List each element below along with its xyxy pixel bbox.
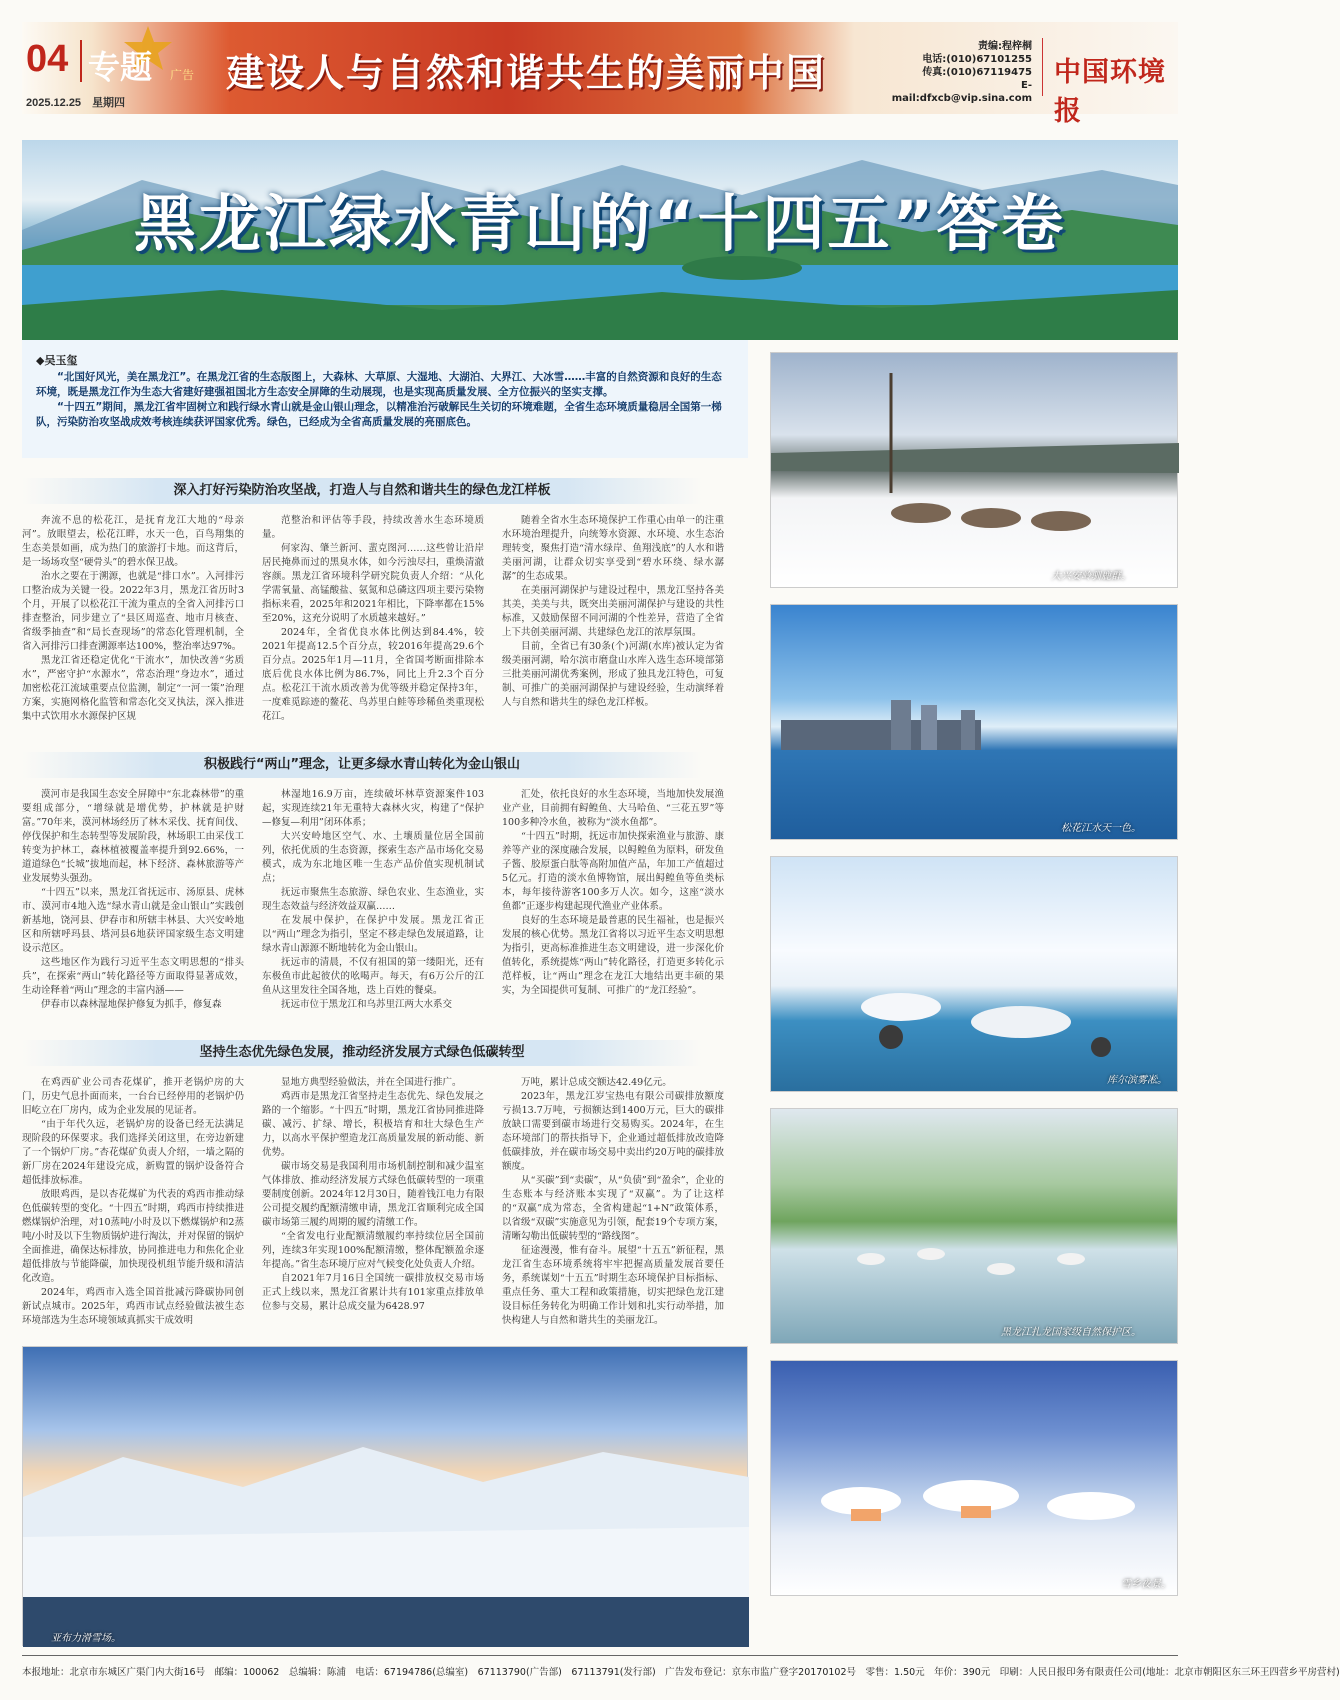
lead-paragraph: “北国好风光，美在黑龙江”。在黑龙江省的生态版图上，大森林、大草原、大湿地、大湖泊、大界江、大冰雪……丰富的自然资源和良好的生态环境，既是黑龙江作为生态大省建好建强祖国北方生态安全屏障的生动展现，也是实现高质量发展、全方位振兴的坚实支撑。 [36, 371, 722, 398]
editor-fax: 传真:(010)67119475 [922, 67, 1032, 78]
paragraph: 漠河市是我国生态安全屏障中“东北森林带”的重要组成部分，“增绿就是增优势，护林就是护财富。”70年来，漠河林场经历了林木采伐、抚育间伐、停伐保护和生态转型等发展阶段，林场职工由采伐工转变为护林工，森林植被覆盖率提升到92.66%，一道道绿色“长城”拔地而起，林下经济、森林旅游等产业发展势头强劲。 [22, 789, 244, 884]
paragraph: 显地方典型经验做法，并在全国进行推广。 [281, 1077, 462, 1088]
paragraph: “由于年代久远，老锅炉房的设备已经无法满足现阶段的环保要求。我们选择关闭这里，在旁边新建了一个锅炉厂房。”杏花煤矿负责人介绍，一墙之隔的新厂房在2024年建设完成，新购置的锅炉设备符合超低排放标准。 [22, 1119, 244, 1186]
article-column [22, 1076, 244, 1334]
paragraph: “十四五”以来，黑龙江省抚远市、汤原县、虎林市、漠河市4地入选“绿水青山就是金山银山”实践创新基地，饶河县、伊春市和所辖丰林县、大兴安岭地区和所辖呼玛县、塔河县6地获评国家级生态文明建设示范区。 [22, 887, 244, 954]
section-heading: 深入打好污染防治攻坚战，打造人与自然和谐共生的绿色龙江样板 [22, 478, 702, 504]
paragraph: 奔流不息的松花江，是抚育龙江大地的“母亲河”。放眼望去，松花江畔，水天一色，百鸟翔集的生态美景如画，成为热门的旅游打卡地。而这背后，是一场场攻坚“硬骨头”的碧水保卫战。 [22, 515, 244, 568]
editor-email: E-mail:dfxcb@vip.sina.com [891, 80, 1032, 104]
page-headline: 建设人与自然和谐共生的美丽中国 [226, 51, 827, 95]
editor-phone: 电话:(010)67101255 [922, 54, 1032, 65]
reindeer-illustration [771, 353, 1179, 589]
paragraph: 何家沟、肇兰新河、蜚克图河……这些曾让沿岸居民掩鼻而过的黑臭水体，如今污浊尽扫，重焕清澈容颜。黑龙江省环境科学研究院负责人介绍：“从化学需氧量、高锰酸盐、氨氮和总磷这四项主要污染物指标来看，2025年和2021年相比，下降率都在15%至20%，这充分说明了水质越来越好。” [262, 543, 484, 624]
photo-snow-village [770, 1360, 1178, 1596]
editor-contact [882, 40, 1032, 105]
paragraph: 自2021年7月16日全国统一碳排放权交易市场正式上线以来，黑龙江省累计共有101家重点排放单位参与交易，累计总成交量为6428.97 [262, 1273, 484, 1312]
paragraph: 在发展中保护，在保护中发展。黑龙江省正以“两山”理念为指引，坚定不移走绿色发展道路，让绿水青山源源不断地转化为金山银山。 [262, 915, 484, 954]
paragraph: “全省发电行业配额清缴履约率持续位居全国前列，连续3年实现100%配额清缴，整体配额盈余逐年提高。”省生态环境厅应对气候变化处负责人介绍。 [262, 1231, 484, 1270]
paragraph: 从“买碳”到“卖碳”，从“负债”到“盈余”，企业的生态账本与经济账本实现了“双赢”。为了让这样的“双赢”成为常态，全省构建起“1+N”政策体系，以省级“双碳”实施意见为引领，配套19个专项方案，清晰勾勒出低碳转型的“路线图”。 [502, 1175, 724, 1242]
paragraph: 这些地区作为践行习近平生态文明思想的“排头兵”，在探索“两山”转化路径等方面取得显著成效，生动诠释着“两山”理念的丰富内涵—— [22, 957, 244, 996]
article-column [262, 788, 484, 1024]
photo-caption: 黑龙江扎龙国家级自然保护区。 [1001, 1327, 1141, 1338]
photo-caption: 大兴安岭驯鹿群。 [1051, 571, 1131, 582]
imprint-footer: 本报地址：北京市东城区广渠门内大街16号 邮编：100062 总编辑：陈浦 电话：67194786(总编室) 67113790(广告部) 67113791(发行部) 广告发布登记：京东市监广登字20170102号 零售：1.50元 年价：390元 印刷：人民日报印务有限责任公司(地址：北京市朝阳区东三环王四营乡平房营村) [22, 1655, 1178, 1678]
paragraph: 万吨，累计总成交额达42.49亿元。 [521, 1077, 672, 1088]
paragraph: 2024年，鸡西市入选全国首批减污降碳协同创新试点城市。2025年，鸡西市试点经验做法被生态环境部选为生态环境领域真抓实干成效明 [22, 1287, 244, 1326]
ad-tag: 广告 [170, 68, 195, 82]
article-column [22, 788, 244, 1024]
paragraph: 伊春市以森林湿地保护修复为抓手，修复森 [41, 999, 222, 1010]
photo-caption: 雪乡夜景。 [1121, 1579, 1171, 1590]
paragraph: 在美丽河湖保护与建设过程中，黑龙江坚持各美其美，美美与共，既突出美丽河湖保护与建设的共性标准，又鼓励保留不同河湖的个性差异，营造了全省上下共创美丽河湖、共建绿色龙江的浓厚氛围。 [502, 585, 724, 638]
header-divider [80, 40, 82, 82]
paragraph: 林湿地16.9万亩，连续破坏林草资源案件103起，实现连续21年无重特大森林火灾，构建了“保护—修复—利用”闭环体系； [262, 789, 484, 828]
paragraph: 随着全省水生态环境保护工作重心由单一的注重水环境治理提升，向统筹水资源、水环境、水生态治理转变，聚焦打造“清水绿岸、鱼翔浅底”的人水和谐美丽河湖，让群众切实享受到“碧水环绕、绿水潺潺”的生态成果。 [502, 515, 724, 582]
paragraph: 汇处，依托良好的水生态环境，当地加快发展渔业产业，目前拥有鲟鳇鱼、大马哈鱼、“三花五罗”等100多种冷水鱼，被称为“淡水鱼都”。 [502, 789, 724, 828]
article-column [502, 788, 724, 1024]
page-number: 04 [26, 38, 69, 80]
byline: ◆吴玉玺 [36, 354, 78, 367]
paragraph: 良好的生态环境是最普惠的民生福祉，也是振兴发展的核心优势。黑龙江省将以习近平生态文明思想为指引，更高标准推进生态文明建设，进一步深化价值转化，系统提炼“两山”转化路径，打造更多转化示范样板，让“两山”理念在龙江大地结出更丰硕的果实，为全国提供可复制、可推广的“龙江经验”。 [502, 915, 724, 996]
paragraph: 范整治和评估等手段，持续改善水生态环境质量。 [262, 515, 484, 540]
article-column [502, 514, 724, 736]
skyline-illustration [771, 605, 1179, 841]
cranes-illustration [771, 1109, 1179, 1345]
logo-divider [1042, 38, 1043, 96]
masthead-banner [22, 22, 1178, 127]
paragraph: 征途漫漫，惟有奋斗。展望“十五五”新征程，黑龙江省生态环境系统将牢牢把握高质量发展首要任务，系统谋划“十五五”时期生态环境保护目标指标、重点任务、重大工程和政策措施，切实把绿色龙江建设目标任务转化为明确工作计划和扎实行动举措，加快构建人与自然和谐共生的美丽龙江。 [502, 1245, 724, 1326]
section-heading: 积极践行“两山”理念，让更多绿水青山转化为金山银山 [22, 752, 702, 778]
photo-caption: 库尔滨雾凇。 [1107, 1075, 1167, 1086]
paragraph: 大兴安岭地区空气、水、土壤质量位居全国前列，依托优质的生态资源，探索生态产品市场化交易模式，成为东北地区唯一生态产品价值实现机制试点； [262, 831, 484, 884]
photo-reindeer [770, 352, 1178, 588]
photo-caption: 松花江水天一色。 [1061, 823, 1141, 834]
rime-illustration [771, 857, 1179, 1093]
article-column [502, 1076, 724, 1334]
paragraph: 2024年，全省优良水体比例达到84.4%，较2021年提高12.5个百分点，较2016年提高29.6个百分点。2025年1月—11月，全省国考断面排除本底后优良水体比例为86.7%，同比上升2.3个百分点。松花江干流水质改善为优等级并稳定保持3年，一度难觅踪迹的鳌花、鸟苏里白鲑等珍稀鱼类重现松花江。 [262, 627, 484, 722]
editor-name: 责编:程梓桐 [978, 41, 1032, 52]
photo-ski-resort [22, 1346, 748, 1646]
hero-image [22, 140, 1178, 340]
photo-cranes [770, 1108, 1178, 1344]
photo-caption: 亚布力滑雪场。 [51, 1633, 121, 1644]
section-heading: 坚持生态优先绿色发展，推动经济发展方式绿色低碳转型 [22, 1040, 702, 1066]
paragraph: 抚远市聚焦生态旅游、绿色农业、生态渔业，实现生态效益与经济效益双赢…… [262, 887, 484, 912]
paragraph: 抚远市的清晨，不仅有祖国的第一缕阳光，还有东极鱼市此起彼伏的吆喝声。每天，有6万公斤的江鱼从这里发往全国各地，迭上百姓的餐桌。 [262, 957, 484, 996]
paragraph: 目前，全省已有30条(个)河湖(水库)被认定为省级美丽河湖，哈尔滨市磨盘山水库入选生态环境部第三批美丽河湖优秀案例，形成了独具龙江特色，可复制、可推广的美丽河湖保护与建设经验，生动演绎着人与自然和谐共生的绿色龙江样板。 [502, 641, 724, 708]
feature-title: 黑龙江绿水青山的“十四五”答卷 [133, 187, 1067, 260]
paragraph: 抚远市位于黑龙江和乌苏里江两大水系交 [281, 999, 453, 1010]
lead-paragraphs [36, 370, 732, 430]
snow-village-illustration [771, 1361, 1179, 1597]
article-column [262, 514, 484, 736]
article-column [262, 1076, 484, 1334]
paragraph: “十四五”时期，抚远市加快探索渔业与旅游、康养等产业的深度融合发展，以鲟鳇鱼为原料，研发鱼子酱、胶原蛋白肽等高附加值产品，年加工产值超过5亿元。打造的淡水鱼博物馆，展出鲟鳇鱼等鱼类标本，每年接待游客100多万人次。如今，这座“淡水鱼都”正逐步构建起现代渔业产业体系。 [502, 831, 724, 912]
newspaper-logo: 中国环境报 [1054, 57, 1166, 127]
snowy-forest-illustration [23, 1347, 749, 1647]
article-column [22, 514, 244, 736]
paragraph: 2023年，黑龙江岁宝热电有限公司碳排放额度亏损13.7万吨，亏损额达到1400万元，巨大的碳排放缺口需要到碳市场进行交易购买。2024年，在生态环境部门的帮扶指导下，企业通过超低排放改造降低碳排放，并在碳市场交易中卖出约20万吨的碳排放额度。 [502, 1091, 724, 1172]
paragraph: 鸡西市是黑龙江省坚持走生态优先、绿色发展之路的一个缩影。“十四五”时期，黑龙江省协同推进降碳、减污、扩绿、增长，积极培育和壮大绿色生产力，以高水平保护塑造龙江高质量发展的新动能、新优势。 [262, 1091, 484, 1158]
issue-date: 2025.12.25 星期四 [26, 97, 126, 109]
lead-paragraph: “十四五”期间，黑龙江省牢固树立和践行绿水青山就是金山银山理念，以精准治污破解民生关切的环境难题，全省生态环境质量稳居全国第一梯队，污染防治攻坚战成效考核连续获评国家优秀。绿色，已经成为全省高质量发展的亮丽底色。 [36, 401, 722, 428]
paragraph: 治水之要在于溯源，也就是“排口水”。入河排污口整治成为关键一役。2022年3月，黑龙江省历时3个月，开展了以松花江干流为重点的全省入河排污口排查整治，同步建立了“县区周巡查、地市月核查、省级季抽查”和“局长查现场”的常态化管理机制，全省入河排污口排查溯源率达100%，整治率达97%。 [22, 571, 244, 652]
photo-river-city [770, 604, 1178, 840]
paragraph: 在鸡西矿业公司杏花煤矿，推开老锅炉房的大门，历史气息扑面而来，一台台已经停用的老锅炉仍旧屹立在厂房内，成为企业发展的见证者。 [22, 1077, 244, 1116]
photo-rime [770, 856, 1178, 1092]
paragraph: 碳市场交易是我国利用市场机制控制和减少温室气体排放、推动经济发展方式绿色低碳转型的一项重要制度创新。2024年12月30日，随着钱江电力有限公司提交履约配额清缴申请，黑龙江省顺利完成全国碳市场第三履约周期的履约清缴工作。 [262, 1161, 484, 1228]
paragraph: 黑龙江省还稳定优化“干流水”，加快改善“劣质水”，严密守护“水源水”，常态治理“身边水”，通过加密松花江流域重要点位监测，制定“一河一策”治理方案，实施网格化监管和常态化交叉执法，深入推进集中式饮用水水源保护区规 [22, 655, 244, 722]
paragraph: 放眼鸡西，是以杏花煤矿为代表的鸡西市推动绿色低碳转型的变化。“十四五”时期，鸡西市持续推进燃煤锅炉治理，对10蒸吨/小时及以下燃煤锅炉和2蒸吨/小时及以下生物质锅炉进行淘汰，并对保留的锅炉全面推进，确保达标排放，协同推进电力和焦化企业超低排放与节能降碳，加快现役机组节能升级和清洁化改造。 [22, 1189, 244, 1284]
section-label: 专题 [88, 48, 153, 86]
